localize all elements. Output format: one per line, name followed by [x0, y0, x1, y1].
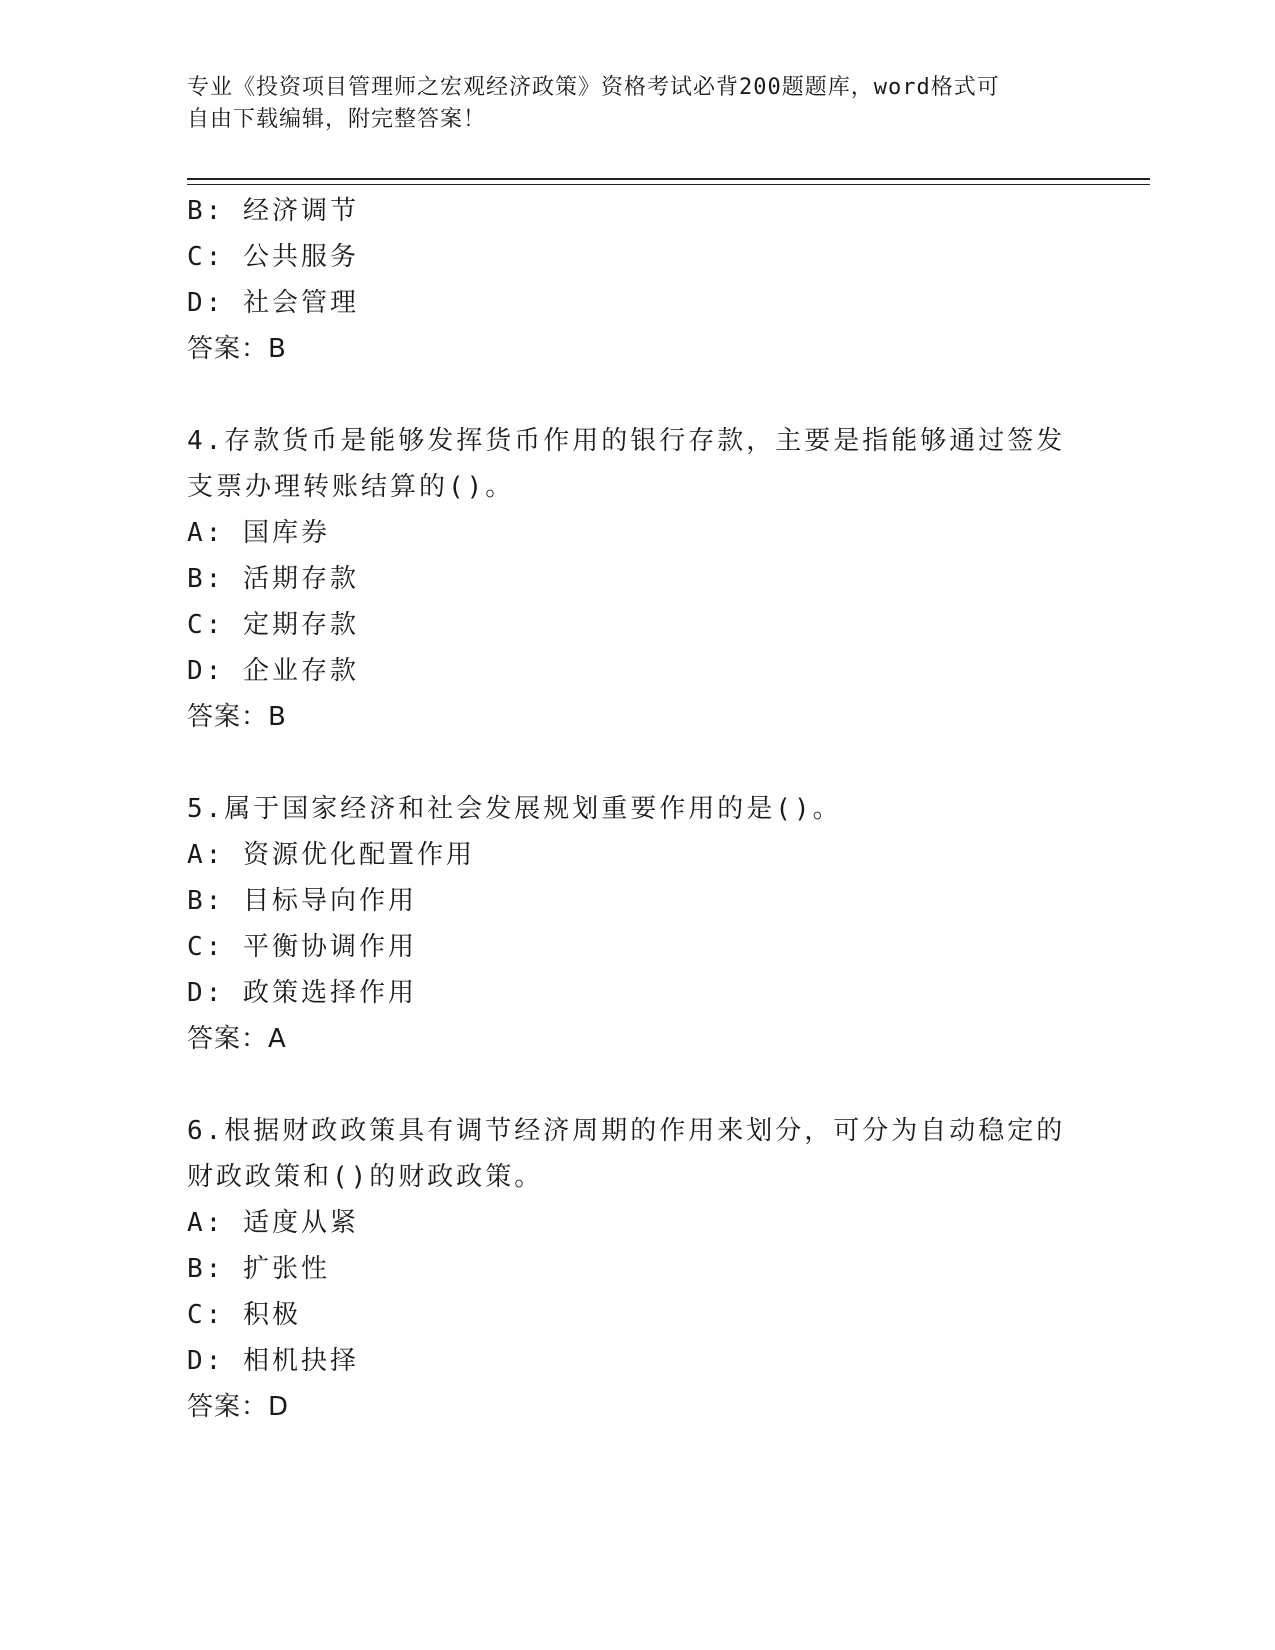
- option-a: A: 国库券: [187, 518, 330, 548]
- question-stem-line-2: 支票办理转账结算的()。: [187, 472, 515, 502]
- question-6: [187, 1108, 1087, 1430]
- option-b: B: 活期存款: [187, 564, 359, 594]
- header-line-1: 专业《投资项目管理师之宏观经济政策》资格考试必背200题题库，word格式可: [187, 75, 1000, 100]
- question-4: [187, 418, 1087, 740]
- answer-label: 答案：A: [187, 1024, 287, 1054]
- option-d: D: 政策选择作用: [187, 978, 417, 1008]
- document-header: [187, 72, 1067, 136]
- header-divider-thin: [187, 184, 1150, 185]
- answer-label: 答案：D: [187, 1392, 290, 1422]
- option-b: B: 扩张性: [187, 1254, 330, 1284]
- question-5: [187, 786, 1087, 1062]
- option-d: D: 相机抉择: [187, 1346, 359, 1376]
- option-c: C: 公共服务: [187, 242, 359, 272]
- option-b: B: 目标导向作用: [187, 886, 417, 916]
- option-b: B: 经济调节: [187, 196, 359, 226]
- option-c: C: 积极: [187, 1300, 301, 1330]
- option-d: D: 社会管理: [187, 288, 359, 318]
- question-stem-line-1: 6.根据财政政策具有调节经济周期的作用来划分，可分为自动稳定的: [187, 1116, 1066, 1146]
- header-line-2: 自由下载编辑，附完整答案！: [187, 107, 487, 132]
- answer-label: 答案：B: [187, 334, 287, 364]
- question-stem-line-1: 4.存款货币是能够发挥货币作用的银行存款，主要是指能够通过签发: [187, 426, 1066, 456]
- header-divider-thick: [187, 178, 1150, 180]
- question-stem-line-1: 5.属于国家经济和社会发展规划重要作用的是()。: [187, 794, 842, 824]
- question-stem-line-2: 财政政策和()的财政政策。: [187, 1162, 544, 1192]
- question-list: [187, 188, 1087, 1430]
- option-d: D: 企业存款: [187, 656, 359, 686]
- question-3-tail: [187, 188, 1087, 372]
- option-a: A: 适度从紧: [187, 1208, 359, 1238]
- option-c: C: 平衡协调作用: [187, 932, 417, 962]
- option-c: C: 定期存款: [187, 610, 359, 640]
- answer-label: 答案：B: [187, 702, 287, 732]
- option-a: A: 资源优化配置作用: [187, 840, 475, 870]
